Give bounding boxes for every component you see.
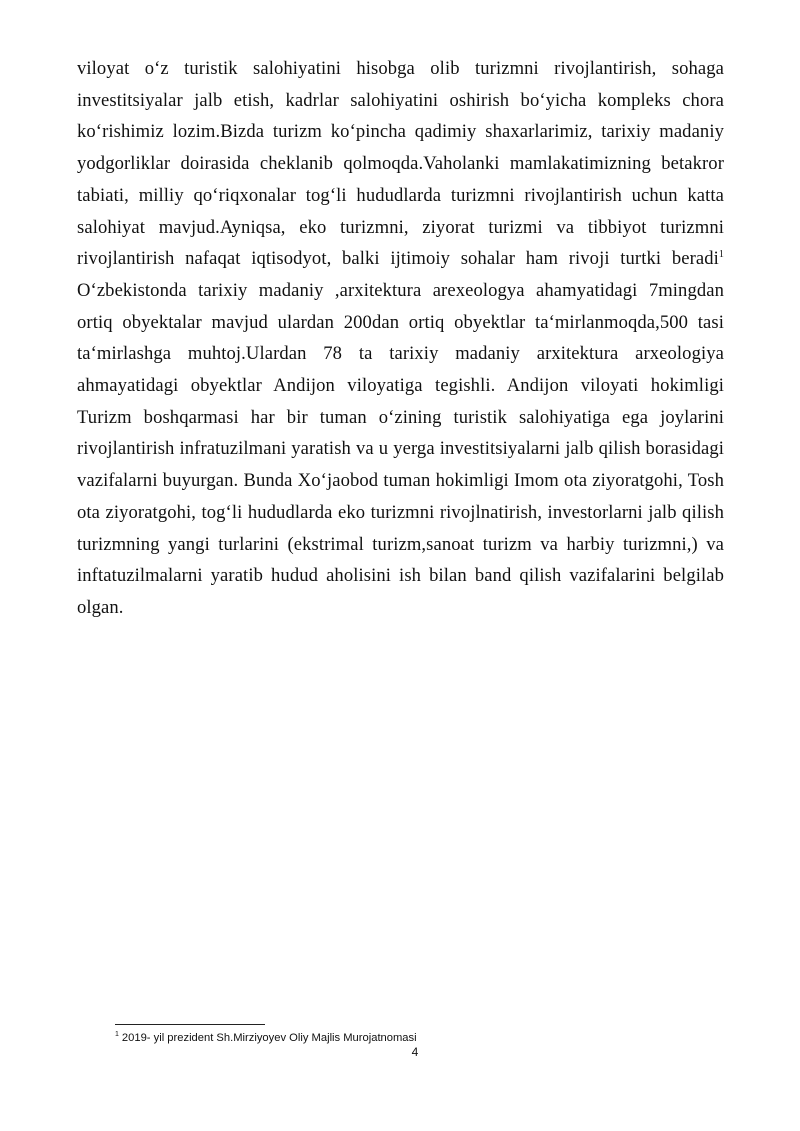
paragraph-text-part1: viloyat o‘z turistik salohiyatini hisobga olib turizmni rivojlantirish, sohaga investitsiyalar jalb etish, kadrlar salohiyatini oshirish bo‘yicha kompleks chora ko‘rishimiz lozim.Bizda turizm ko‘pincha qadimiy shaxarlarimiz, tarixiy madaniy yodgorliklar doirasida cheklanib qolmoqda.Vaholanki mamlakatimizning betakror tabiati, milliy qo‘riqxonalar tog‘li hududlarda turizmni rivojlantirish uchun katta salohiyat mavjud.Ayniqsa, eko turizmni, ziyorat turizmi va tibbiyot turizmni rivojlantirish nafaqat iqtisodyot, balki ijtimoiy sohalar ham rivoji turtki beradi <box>77 58 724 270</box>
footnote <box>115 1031 417 1045</box>
footnote-reference[interactable]: 1 <box>718 249 724 261</box>
paragraph-text-part2: O‘zbekistonda tarixiy madaniy ,arxitektura arexeologya ahamyatidagi 7mingdan ortiq obyektalar mavjud ulardan 200dan ortiq obyektlar ta‘mirlanmoqda,500 tasi ta‘mirlashga muhtoj.Ulardan 78 ta tarixiy madaniy arxitektura arxeologiya ahmayatidagi obyektlar Andijon viloyatiga tegishli. Andijon viloyati hokimligi Turizm boshqarmasi har bir tuman o‘zining turistik salohiyatiga ega joylarini rivojlantirish infratuzilmani yaratish va u yerga investitsiyalarni jalb qilish borasidagi vazifalarni buyurgan. Bunda Xo‘jaobod tuman hokimligi Imom ota ziyoratgohi, Tosh ota ziyoratgohi, tog‘li hududlarda eko turizmni rivojlnatirish, investorlarni jalb qilish turizmning yangi turlarini (ekstrimal turizm,sanoat turizm va harbiy turizmni,) va inftatuzilmalarni yaratib hudud aholisini ish bilan band qilish vazifalarini belgilab olgan. <box>77 279 724 618</box>
footnote-text: 2019- yil prezident Sh.Mirziyoyev Oliy Majlis Murojatnomasi <box>121 1032 417 1044</box>
footnote-separator <box>115 1024 265 1025</box>
footnote-mark: 1 <box>115 1031 119 1039</box>
body-paragraph <box>77 53 724 624</box>
page-number: 4 <box>411 1045 419 1059</box>
